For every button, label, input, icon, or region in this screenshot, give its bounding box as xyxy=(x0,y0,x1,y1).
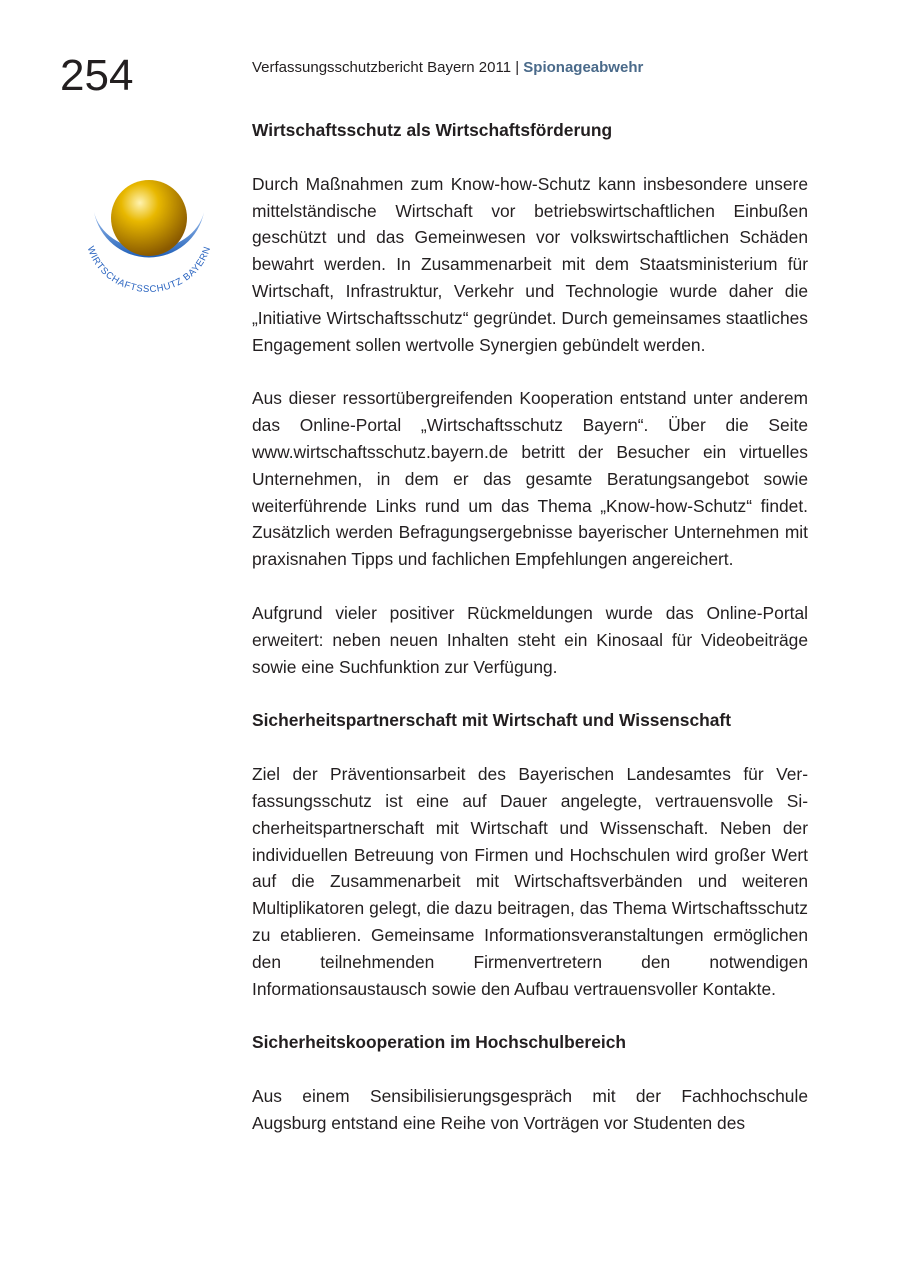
report-title: Verfassungsschutzbericht Bayern 2011 xyxy=(252,59,512,76)
paragraph: Aus einem Sensibilisierungsgespräch mit der Fachhochschule Augsburg entstand eine Reihe von Vorträgen vor Studenten des xyxy=(252,1086,808,1133)
page-number: 254 xyxy=(60,51,134,100)
article-body xyxy=(252,117,808,1164)
running-head xyxy=(252,58,643,78)
paragraph: Aufgrund vieler positiver Rückmeldungen wurde das Online-Portal erweitert: neben neuen Inhalten steht ein Kinosaal für Videobeiträge sowie eine Suchfunktion zur Verfügung. xyxy=(252,602,808,677)
logo-text: WIRTSCHAFTSSCHUTZ BAYERN xyxy=(84,244,214,296)
logo-sphere xyxy=(111,180,187,256)
section-heading: Sicherheitspartnerschaft mit Wirtschaft und Wissenschaft xyxy=(252,710,731,731)
wirtschaftsschutz-logo xyxy=(80,172,218,302)
paragraph: Durch Maßnahmen zum Know-how-Schutz kann insbesondere unsere mittelständische Wirtschaft vor betriebswirtschaftlichen Einbußen geschützt und das Gemeinwesen vor volkswirtschaftlichen Schäden bewahrt werden. In Zusammenarbeit mit dem Staatsministerium für Wirtschaft, Infrastruktur, Verkehr und Technologie wurde daher die „Initiative Wirtschaftsschutz“ gegründet. Durch gemeinsames staatliches Engagement sollen wertvolle Synergien gebündelt werden. xyxy=(252,173,808,355)
section-title: Spionageabwehr xyxy=(523,59,644,76)
section-heading: Wirtschaftsschutz als Wirtschaftsförderung xyxy=(252,120,613,140)
paragraph: Ziel der Präventionsarbeit des Bayerischen Landesamtes für Verfassungsschutz ist eine auf Dauer angelegte, vertrauensvolle Sicherheitspartnerschaft mit Wirtschaft und Wissenschaft. Neben der individuellen Betreuung von Firmen und Hochschulen wird großer Wert auf die Zusammenarbeit mit Wirtschaftsverbänden und weiteren Multiplikatoren gelegt, die dazu beitragen, das Thema Wirtschaftsschutz zu etablieren. Gemeinsame Informationsveranstaltungen ermöglichen den teilnehmenden Firmenvertretern den notwendigen Informationsaustausch sowie den Aufbau vertrauensvoller Kontakte. xyxy=(252,764,808,999)
header-separator: | xyxy=(515,59,520,76)
paragraph: Aus dieser ressortübergreifenden Kooperation entstand unter anderem das Online-Portal „Wirtschaftsschutz Bayern“. Über die Seite www.wirtschaftsschutz.bayern.de betritt der Besucher ein virtuelles Unternehmen, in dem er das gesamte Beratungsangebot sowie weiterführende Links rund um das Thema „Know-how-Schutz“ findet. Zusätzlich werden Befragungsergebnisse bayerischer Unternehmen mit praxisnahen Tipps und fachlichen Empfehlungen angereichert. xyxy=(252,388,808,570)
section-heading: Sicherheitskooperation im Hochschulbereich xyxy=(252,1032,626,1053)
